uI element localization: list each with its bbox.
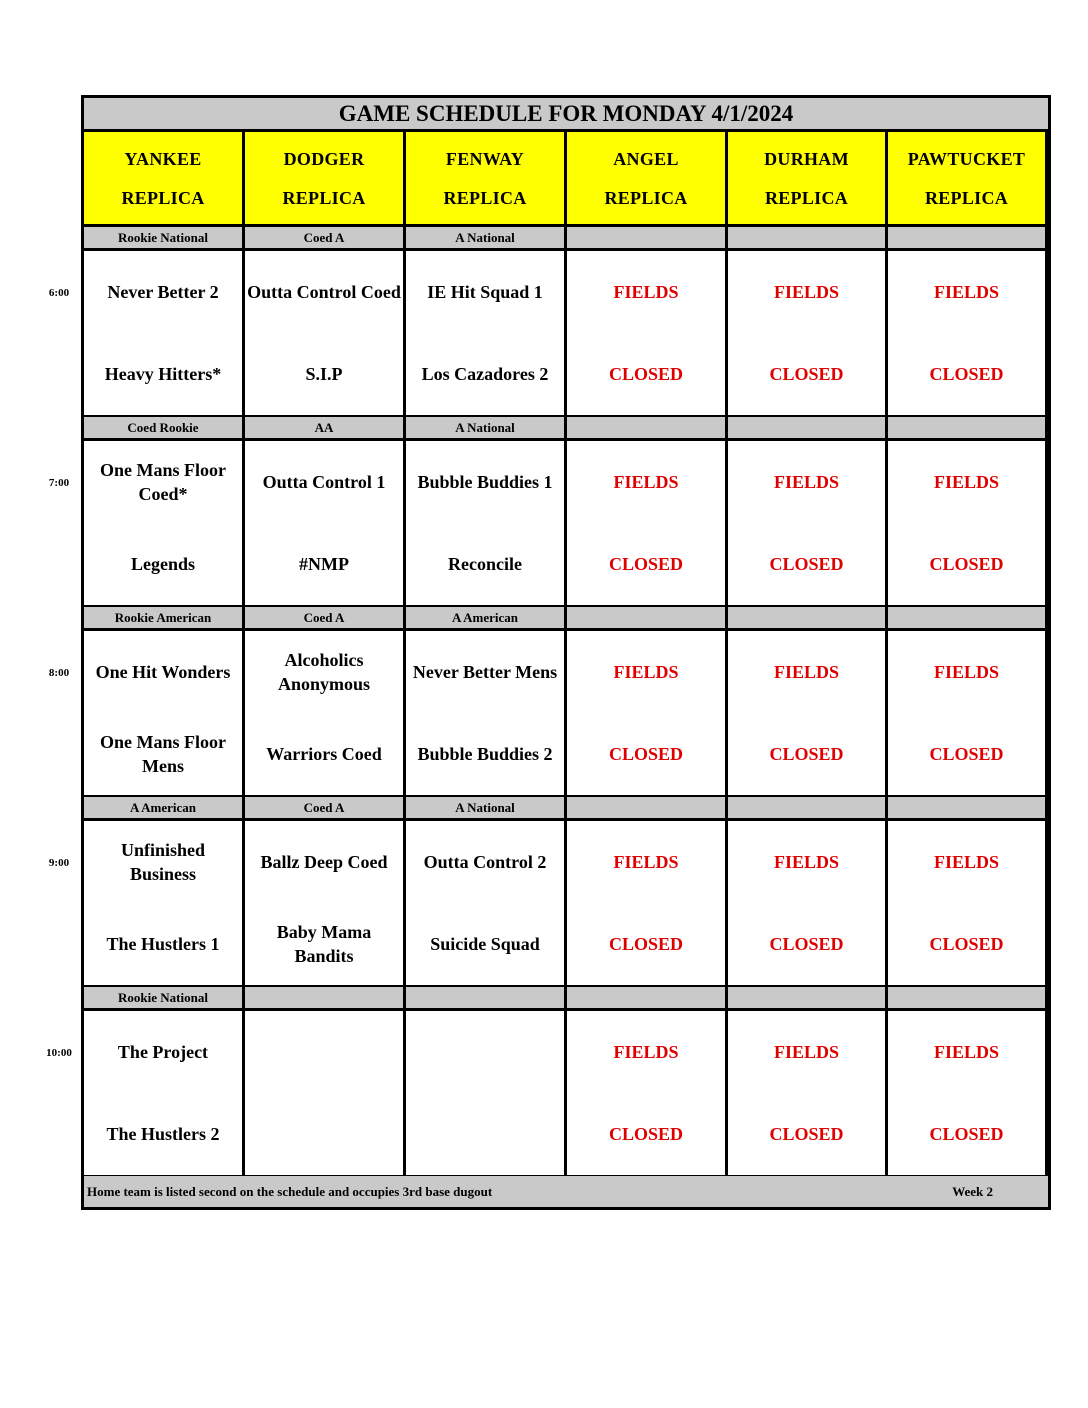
field-header-dodger — [245, 132, 403, 224]
division-label — [888, 227, 1045, 248]
visiting-team: FIELDS — [773, 472, 840, 493]
visiting-team: FIELDS — [613, 1042, 679, 1063]
fields-closed-cell — [728, 631, 885, 795]
division-label — [245, 987, 403, 1008]
fields-closed-cell — [728, 821, 885, 985]
visiting-team: FIELDS — [773, 852, 840, 873]
home-team: Los Cazadores 2 — [421, 364, 549, 385]
game-cell — [245, 441, 403, 605]
schedule-title: GAME SCHEDULE FOR MONDAY 4/1/2024 — [84, 98, 1048, 129]
field-sub: REPLICA — [282, 187, 366, 208]
visiting-team: FIELDS — [933, 1042, 1000, 1063]
home-team: CLOSED — [929, 744, 1004, 765]
visiting-team: FIELDS — [613, 472, 679, 493]
home-team: Baby Mama Bandits — [276, 922, 372, 967]
home-team: The Hustlers 1 — [106, 934, 220, 955]
field-sub: REPLICA — [924, 187, 1009, 208]
fields-closed-cell — [567, 821, 725, 985]
game-cell — [406, 1011, 564, 1175]
visiting-team: FIELDS — [773, 1042, 840, 1063]
visiting-team — [322, 1011, 326, 1094]
division-label: Rookie National — [84, 227, 242, 248]
visiting-team: FIELDS — [613, 282, 679, 303]
home-team: CLOSED — [608, 1124, 684, 1145]
footer-bar — [84, 1176, 1048, 1207]
visiting-team: FIELDS — [933, 472, 1000, 493]
division-label: Coed A — [245, 607, 403, 628]
visiting-team: Unfinished Business — [120, 840, 206, 885]
division-band — [84, 227, 1048, 248]
time-slot-row — [84, 1011, 1048, 1175]
time-slot-row — [84, 821, 1048, 985]
field-header-angel — [567, 132, 725, 224]
home-team: CLOSED — [769, 744, 844, 765]
field-header-pawtucket — [888, 132, 1045, 224]
home-team: CLOSED — [769, 554, 844, 575]
visiting-team: One Mans Floor Coed* — [100, 460, 226, 505]
fields-closed-cell — [888, 631, 1045, 795]
home-team: CLOSED — [929, 934, 1004, 955]
division-label — [728, 227, 885, 248]
home-team: #NMP — [299, 554, 349, 575]
game-cell — [406, 441, 564, 605]
visiting-team: One Hit Wonders — [95, 662, 231, 683]
visiting-team: Never Better Mens — [412, 662, 558, 683]
field-sub: REPLICA — [443, 187, 527, 208]
home-team: CLOSED — [769, 934, 844, 955]
division-label: Coed A — [245, 797, 403, 818]
visiting-team: Outta Control 1 — [262, 472, 386, 493]
home-team: Legends — [130, 554, 195, 575]
home-team: CLOSED — [608, 934, 684, 955]
home-team: CLOSED — [608, 364, 684, 385]
home-team: Reconcile — [448, 554, 522, 575]
division-label — [728, 797, 885, 818]
division-label — [567, 797, 725, 818]
visiting-team: FIELDS — [933, 662, 1000, 683]
schedule-table — [81, 95, 1051, 1210]
fields-closed-cell — [888, 251, 1045, 415]
fields-closed-cell — [888, 441, 1045, 605]
division-label — [406, 987, 564, 1008]
division-label — [728, 417, 885, 438]
game-cell — [406, 631, 564, 795]
game-cell — [84, 251, 242, 415]
home-team: CLOSED — [608, 554, 684, 575]
fields-closed-cell — [567, 631, 725, 795]
home-team-note: Home team is listed second on the schedule and occupies 3rd base dugout — [87, 1183, 493, 1199]
visiting-team: FIELDS — [613, 852, 679, 873]
field-sub: REPLICA — [121, 187, 205, 208]
division-label: AA — [245, 417, 403, 438]
field-name: DURHAM — [764, 148, 849, 169]
division-band — [84, 797, 1048, 818]
game-cell — [406, 821, 564, 985]
game-cell — [245, 1011, 403, 1175]
fields-closed-cell — [888, 821, 1045, 985]
division-label: A American — [406, 607, 564, 628]
division-band — [84, 417, 1048, 438]
field-header-durham — [728, 132, 885, 224]
home-team: Heavy Hitters* — [104, 364, 222, 385]
visiting-team: IE Hit Squad 1 — [427, 282, 543, 303]
field-header-yankee — [84, 132, 242, 224]
game-cell — [406, 251, 564, 415]
game-cell — [84, 821, 242, 985]
home-team: CLOSED — [929, 1124, 1004, 1145]
home-team: CLOSED — [769, 364, 844, 385]
division-label: Rookie National — [84, 987, 242, 1008]
home-team: CLOSED — [929, 364, 1004, 385]
home-team: CLOSED — [769, 1124, 844, 1145]
fields-closed-cell — [728, 251, 885, 415]
time-slot-row — [84, 631, 1048, 795]
visiting-team: FIELDS — [773, 282, 840, 303]
division-label — [888, 797, 1045, 818]
visiting-team: Outta Control 2 — [423, 852, 547, 873]
visiting-team — [483, 1011, 487, 1094]
game-cell — [245, 821, 403, 985]
home-team: CLOSED — [608, 744, 684, 765]
home-team — [483, 1094, 487, 1175]
visiting-team: FIELDS — [773, 662, 840, 683]
field-name: DODGER — [283, 148, 365, 169]
visiting-team: Never Better 2 — [107, 282, 219, 303]
time-label: 10:00 — [46, 1047, 72, 1059]
division-label: Rookie American — [84, 607, 242, 628]
fields-closed-cell — [567, 251, 725, 415]
division-label — [567, 987, 725, 1008]
division-label: Coed Rookie — [84, 417, 242, 438]
game-cell — [245, 251, 403, 415]
division-label: A American — [84, 797, 242, 818]
fields-closed-cell — [567, 441, 725, 605]
division-label — [567, 227, 725, 248]
time-label: 8:00 — [48, 667, 70, 679]
week-label: Week 2 — [952, 1183, 993, 1199]
home-team: Warriors Coed — [266, 744, 382, 765]
home-team — [322, 1094, 326, 1175]
division-label — [567, 417, 725, 438]
division-label — [888, 607, 1045, 628]
field-sub: REPLICA — [764, 187, 849, 208]
division-label: A National — [406, 417, 564, 438]
field-name: ANGEL — [613, 148, 679, 169]
division-label — [728, 607, 885, 628]
field-name: FENWAY — [445, 148, 525, 169]
division-label — [888, 987, 1045, 1008]
fields-closed-cell — [888, 1011, 1045, 1175]
division-band — [84, 607, 1048, 628]
home-team: S.I.P — [305, 364, 343, 385]
division-label — [888, 417, 1045, 438]
visiting-team: FIELDS — [933, 852, 1000, 873]
home-team: Bubble Buddies 2 — [417, 744, 553, 765]
division-label — [567, 607, 725, 628]
division-label — [728, 987, 885, 1008]
fields-closed-cell — [567, 1011, 725, 1175]
visiting-team: Ballz Deep Coed — [260, 852, 388, 873]
visiting-team: Alcoholics Anonymous — [277, 650, 371, 695]
visiting-team: FIELDS — [933, 282, 1000, 303]
game-cell — [245, 631, 403, 795]
field-header-fenway — [406, 132, 564, 224]
field-name: YANKEE — [124, 148, 202, 169]
visiting-team: The Project — [117, 1042, 209, 1063]
home-team: The Hustlers 2 — [106, 1124, 220, 1145]
visiting-team: Bubble Buddies 1 — [417, 472, 553, 493]
game-cell — [84, 441, 242, 605]
time-slot-row — [84, 251, 1048, 415]
time-label: 7:00 — [48, 477, 70, 489]
fields-closed-cell — [728, 1011, 885, 1175]
visiting-team: Outta Control Coed — [247, 282, 401, 303]
field-header-row — [84, 132, 1048, 224]
time-label: 6:00 — [48, 287, 70, 299]
field-sub: REPLICA — [604, 187, 688, 208]
division-band — [84, 987, 1048, 1008]
time-label: 9:00 — [48, 857, 70, 869]
home-team: One Mans Floor Mens — [100, 732, 226, 777]
division-label: A National — [406, 227, 564, 248]
visiting-team: FIELDS — [613, 662, 679, 683]
home-team: Suicide Squad — [430, 934, 540, 955]
game-cell — [84, 1011, 242, 1175]
fields-closed-cell — [728, 441, 885, 605]
time-slot-row — [84, 441, 1048, 605]
division-label: Coed A — [245, 227, 403, 248]
division-label: A National — [406, 797, 564, 818]
home-team: CLOSED — [929, 554, 1004, 575]
game-cell — [84, 631, 242, 795]
field-name: PAWTUCKET — [907, 148, 1026, 169]
